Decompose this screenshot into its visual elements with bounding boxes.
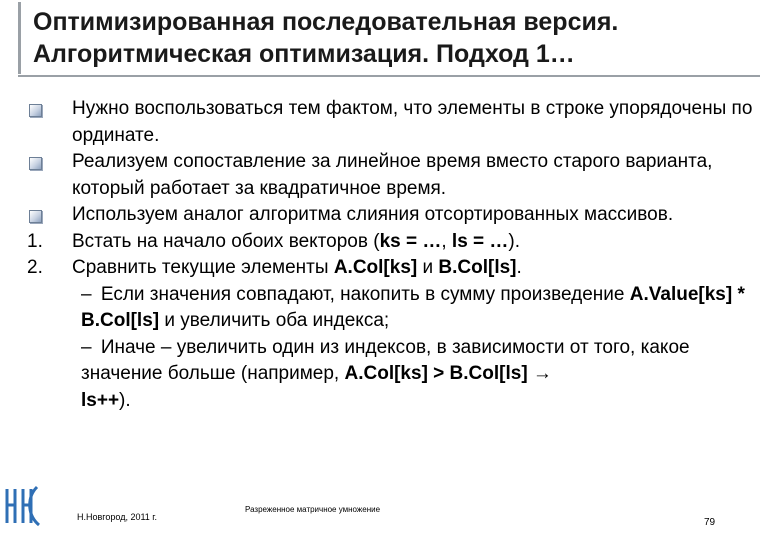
title-line-2: Алгоритмическая оптимизация. Подход 1… bbox=[33, 40, 575, 68]
bullet-text-1: Нужно воспользоваться тем фактом, что элементы в строке упорядочены по ординате. bbox=[72, 98, 753, 146]
dash-marker: – bbox=[81, 283, 92, 305]
arrow-text: → bbox=[527, 363, 552, 384]
title-divider bbox=[18, 75, 760, 77]
step-text: Сравнить текущие элементы bbox=[72, 257, 334, 278]
page-number: 79 bbox=[704, 517, 716, 528]
code-text: B.Col[ls] bbox=[438, 257, 517, 278]
square-bullet-icon bbox=[29, 157, 42, 170]
code-text: A.Col[ks] bbox=[333, 257, 418, 278]
square-bullet-icon bbox=[29, 104, 42, 117]
step-text: Если значения совпадают, накопить в сумму произведение bbox=[100, 283, 630, 305]
code-text: A.Col[ks] > B.Col[ls] bbox=[344, 363, 528, 384]
dash-marker: – bbox=[81, 336, 92, 358]
footer-location: Н.Новгород, 2011 г. bbox=[77, 512, 157, 522]
step-text: ). bbox=[119, 389, 131, 411]
step-text: Встать на начало обоих векторов ( bbox=[72, 230, 380, 252]
step-text: ). bbox=[508, 230, 521, 252]
bullet-item-3 bbox=[27, 202, 757, 229]
step-number: 1. bbox=[27, 230, 43, 252]
slide-title bbox=[33, 6, 773, 70]
square-bullet-icon bbox=[29, 210, 42, 223]
title-bar bbox=[18, 2, 761, 74]
bullet-text-2: Реализуем сопоставление за линейное время вместо старого варианта, который работает за квадратичное время. bbox=[72, 151, 713, 199]
step-text: . bbox=[516, 257, 522, 278]
university-logo-icon bbox=[3, 483, 43, 529]
sub-step-1 bbox=[27, 282, 757, 335]
code-text: ls++ bbox=[81, 389, 120, 411]
slide-content bbox=[27, 96, 757, 414]
bullet-item-2 bbox=[27, 149, 757, 202]
footer-topic: Разреженное матричное умножение bbox=[245, 505, 381, 514]
step-number: 2. bbox=[27, 257, 43, 278]
bullet-text-3: Используем аналог алгоритма слияния отсортированных массивов. bbox=[72, 204, 674, 225]
bullet-item-1 bbox=[27, 96, 757, 149]
step-text: Иначе – увеличить один из индексов, в зависимости от того, какое значение больше (например, bbox=[81, 336, 690, 384]
step-text: и увеличить оба индекса; bbox=[159, 310, 390, 331]
code-text: ks = … bbox=[379, 230, 442, 252]
step-2 bbox=[27, 255, 757, 282]
step-1 bbox=[27, 229, 757, 256]
step-text: и bbox=[417, 257, 439, 278]
title-line-1: Оптимизированная последовательная версия. bbox=[33, 8, 619, 36]
code-text: ls = … bbox=[451, 230, 509, 252]
sub-step-2 bbox=[27, 335, 757, 415]
code-text: A.Value[ks] * B.Col[ls] bbox=[81, 283, 745, 331]
step-text: , bbox=[441, 230, 452, 252]
